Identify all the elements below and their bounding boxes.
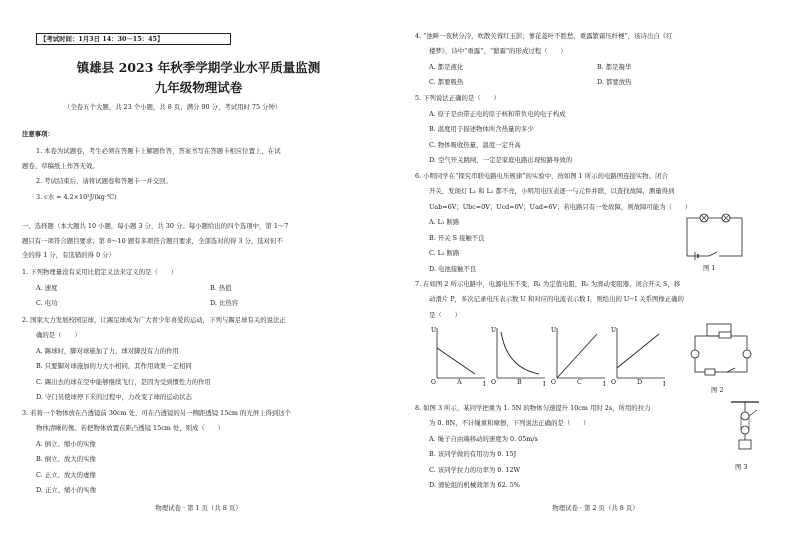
- q8-option-a: A. 绳子自由端移动的速度为 0. 05m/s: [429, 435, 538, 443]
- page-footer-1: 物理试卷 · 第 1 页（共 8 页）: [155, 504, 242, 512]
- note-3: 3. c水 = 4.2×10³J/(kg·℃): [36, 193, 117, 201]
- q1-option-a: A. 速度: [36, 284, 58, 292]
- graph-b-axis-u: U: [491, 327, 497, 334]
- graph-a-axis-i: I: [483, 381, 486, 388]
- graph-c-axis-i: I: [603, 381, 606, 388]
- q2-option-c: C. 踢出去的球在空中能够继续飞行，是因为受到惯性力的作用: [36, 378, 211, 386]
- question-8-line-2: 为 0. 8N，不计绳重和摩擦，下列说法正确的是（ ）: [429, 419, 590, 427]
- question-8-line-1: 8. 如图 3 所示，某同学把重为 1. 5N 的物体匀速提升 10cm 用时 2s，所用的拉力: [415, 404, 651, 412]
- figure-3-caption: 图 3: [735, 463, 748, 471]
- figure-2-caption: 图 2: [711, 386, 724, 394]
- graph-c-label: C: [577, 378, 582, 386]
- q8-option-c: C. 该同学拉力的功率为 0. 12W: [429, 466, 521, 474]
- graph-a-label: A: [457, 378, 462, 386]
- note-1a: 1. 本卷为试题卷，考生必须在答题卡上解题作答，答案书写在答题卡相应位置上，在试: [36, 147, 281, 155]
- graph-b-label: B: [517, 378, 522, 386]
- q5-option-c: C. 物体吸收热量，温度一定升高: [429, 141, 521, 149]
- ui-graphs: [427, 320, 672, 390]
- graph-d-axis-i: I: [663, 381, 666, 388]
- question-6-line-2: 开关，发现灯 L₁ 和 L₂ 都不亮，小明用电压表逐一与元件并联，以查找故障，测量得到: [429, 187, 675, 195]
- section-1-line-2: 题只有一项符合题目要求；第 8～10 题有多项符合题目要求，全部选对的得 3 分，选对但不: [22, 237, 283, 245]
- notes-heading: 注意事项：: [22, 130, 54, 138]
- right-page: [397, 0, 794, 536]
- question-3-line-1: 3. 若将一个物体放在凸透镜前 30cm 处，可在凸透镜的另一侧距透镜 15cm 的光屏上得到这个: [22, 409, 292, 417]
- q6-option-c: C. L₂ 断路: [429, 249, 460, 257]
- q3-option-a: A. 倒立、缩小的实像: [36, 440, 96, 448]
- question-4-line-1: 4. “池畔一夜秋分冷，吹散芙蓉红玉影；蓼花菱叶不胜愁，重露繁霜压纤梗”，该诗出自《红: [415, 32, 673, 40]
- figure-1-caption: 图 1: [703, 264, 716, 272]
- q4-option-a: A. 都是液化: [429, 63, 464, 71]
- q8-option-d: D. 滑轮组的机械效率为 62. 5%: [429, 481, 520, 489]
- exam-info: （全卷五个大题，共 23 个小题，共 8 页；满分 90 分，考试用时 75 分钟）: [64, 103, 282, 111]
- section-1-line-1: 一、选择题（本大题共 10 小题，每小题 3 分，共 30 分。每小题给出的四个选项中，第 1～7: [22, 222, 289, 230]
- q6-option-d: D. 电池接触不良: [429, 265, 477, 273]
- question-3-line-2: 物体清晰的像。若把物体放置在距凸透镜 15cm 处，则成（ ）: [36, 424, 224, 432]
- q5-option-a: A. 原子是由带正电的原子核和带负电的电子构成: [429, 110, 566, 118]
- exam-subject-title: 九年级物理试卷: [154, 80, 243, 95]
- graph-c-axis-u: U: [551, 327, 557, 334]
- q1-option-d: D. 比热容: [210, 299, 239, 307]
- q1-option-c: C. 电功: [36, 299, 58, 307]
- graph-d-origin: O: [611, 379, 616, 386]
- exam-title: 镇雄县 2023 年秋季学期学业水平质量监测: [76, 60, 321, 75]
- q8-option-b: B. 该同学做的有用功为 0. 15J: [429, 450, 517, 458]
- question-4-line-2: 楼梦》，诗中“重露”、“繁霜”的形成过程（ ）: [429, 47, 567, 55]
- question-2-line-1: 2. 国家大力发展校园足球，让踢足球成为广大青少年喜爱的运动，下列与踢足球有关的说法正: [22, 316, 286, 324]
- question-2-line-2: 确的是（ ）: [36, 331, 81, 339]
- q4-option-b: B. 都是凝华: [597, 63, 632, 71]
- q6-option-a: A. L₁ 断路: [429, 218, 460, 226]
- graph-a-axis-u: U: [431, 327, 437, 334]
- section-1-line-3: 全的得 1 分，有选错的得 0 分）: [22, 251, 115, 259]
- graph-d-label: D: [637, 378, 643, 386]
- q2-option-b: B. 只要脚对球施加的力大小相同，其作用效果一定相同: [36, 362, 192, 370]
- exam-time: 【考试时间：1月3日 14：30－15：45】: [36, 33, 231, 45]
- q4-option-c: C. 都要吸热: [429, 78, 464, 86]
- graph-b-axis-i: I: [543, 381, 546, 388]
- note-1b: 题卷、草稿纸上作答无效。: [22, 162, 99, 170]
- question-6-line-1: 6. 小明同学在“探究串联电路电压规律”的实验中，按如图 1 所示的电路图连接实物。闭合: [415, 172, 668, 180]
- q3-option-b: B. 倒立、放大的实像: [36, 455, 96, 463]
- q6-option-b: B. 开关 S 接触不良: [429, 234, 485, 242]
- page-footer-2: 物理试卷 · 第 2 页（共 8 页）: [552, 504, 639, 512]
- graph-a-origin: O: [431, 379, 436, 386]
- graph-c-origin: O: [551, 379, 556, 386]
- q3-option-c: C. 正立、放大的虚像: [36, 471, 96, 479]
- question-7-line-3: 是（ ）: [429, 311, 461, 319]
- figure-2-circuit: [687, 322, 757, 382]
- q3-option-d: D. 正立、缩小的实像: [36, 486, 97, 494]
- question-7-line-1: 7. 在如图 2 所示电路中，电源电压不变，R₁ 为定值电阻，R₂ 为滑动变阻器。闭合开关 S，移: [415, 280, 681, 288]
- note-2: 2. 考试结束后，请将试题卷和答题卡一并交回。: [36, 177, 172, 185]
- q5-option-d: D. 空气开关跳闸，一定是家庭电路出现短路导致的: [429, 156, 573, 164]
- graph-d-axis-u: U: [611, 327, 617, 334]
- q2-option-a: A. 踢球时，脚对球施加了力，球对脚没有力的作用: [36, 347, 179, 355]
- figure-3-pulley: [727, 398, 767, 458]
- graph-b-origin: O: [491, 379, 496, 386]
- figure-1-circuit: [679, 210, 749, 265]
- q2-option-d: D. 守门员使球停下来的过程中，力改变了球的运动状态: [36, 393, 192, 401]
- q1-option-b: B. 热值: [210, 284, 232, 292]
- question-6-line-3: Uab=6V；Ubc=0V；Ucd=0V；Uad=6V；若电路只有一处故障，则故障可能为（ ）: [429, 203, 692, 211]
- q5-option-b: B. 温度用于描述物体所含热量的多少: [429, 125, 534, 133]
- question-5: 5. 下列说法正确的是（ ）: [415, 94, 500, 102]
- question-7-line-2: 动滑片 P，多次记录电压表示数 U 和对应的电流表示数 I，则绘出的 U−I 关系图像正确的: [429, 295, 684, 303]
- q4-option-d: D. 都要放热: [597, 78, 632, 86]
- question-1: 1. 下列物理量没有采用比值定义法来定义的是（ ）: [22, 268, 178, 276]
